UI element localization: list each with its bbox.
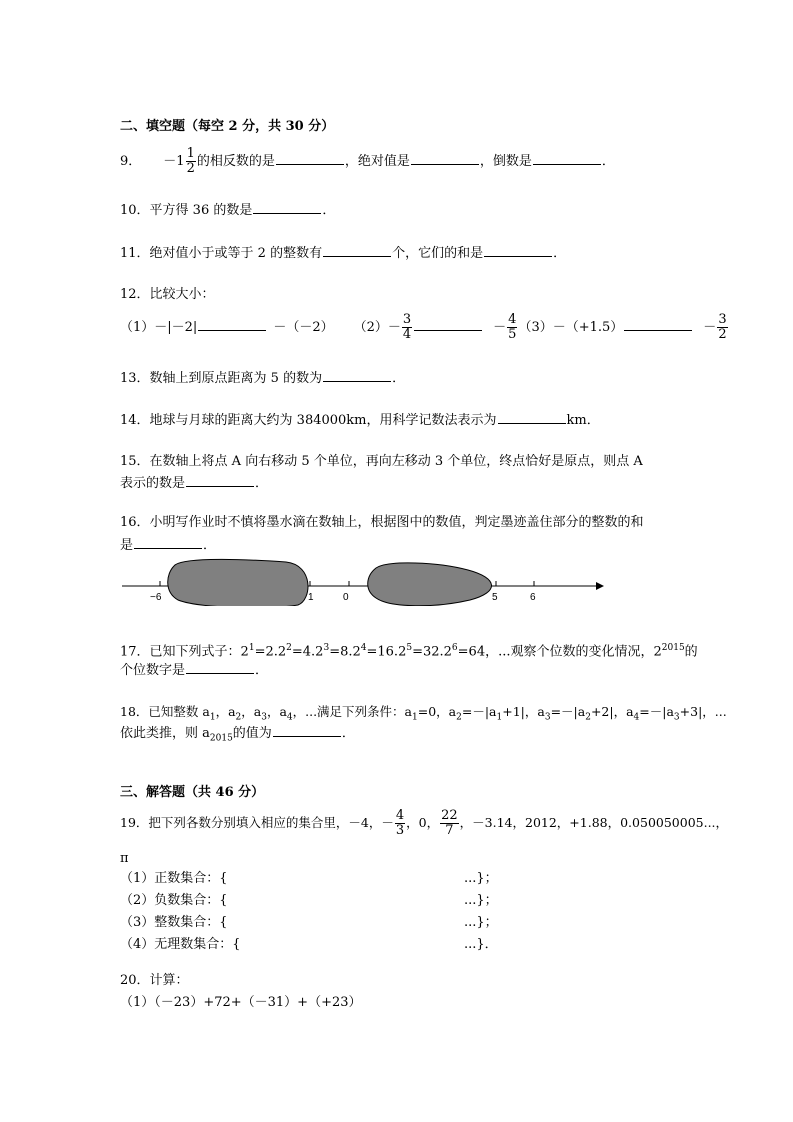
q12-part1-right: －（－2） bbox=[273, 320, 334, 335]
q9-text-1: 的相反数的是 bbox=[196, 154, 275, 169]
question-11 bbox=[120, 244, 566, 263]
set-label: （2）负数集合：{ bbox=[120, 893, 228, 908]
q17-end: ． bbox=[255, 663, 269, 678]
q17-text: 个位数字是 bbox=[120, 663, 186, 678]
set-label: （4）无理数集合：{ bbox=[120, 937, 241, 952]
question-12-parts bbox=[120, 313, 729, 342]
q12-fraction-3-2: $\frac{3}{2}$ bbox=[718, 312, 727, 342]
answer-blank[interactable] bbox=[134, 536, 202, 549]
question-16-line-2 bbox=[120, 536, 216, 555]
q13-end: ． bbox=[392, 371, 406, 386]
question-17-line-1: 17．已知下列式子：$2^1=2.2^2=4.2^3=8.2^4=16.2^5=32.2^6=64$，...观察个位数的变化情况，$2^{2015}$的 bbox=[120, 643, 698, 660]
axis-label: 5 bbox=[492, 592, 498, 603]
number-line-figure bbox=[118, 556, 608, 606]
q15-text: 表示的数是 bbox=[120, 476, 186, 491]
question-16-line-1: 16．小明写作业时不慎将墨水滴在数轴上，根据图中的数值，判定墨迹盖住部分的整数的和 bbox=[120, 515, 644, 530]
q16-text: 是 bbox=[120, 538, 134, 553]
q9-prefix: －1 bbox=[163, 154, 185, 169]
q12-part2-right: － bbox=[493, 320, 507, 335]
set-row bbox=[120, 914, 498, 932]
q10-end: ． bbox=[322, 203, 336, 218]
answer-blank[interactable] bbox=[498, 411, 566, 424]
q10-text: 10．平方得 36 的数是 bbox=[120, 203, 253, 218]
answer-blank[interactable] bbox=[323, 369, 391, 382]
question-18-line-2: 依此类推，则 $a_{2015}$的值为 ． bbox=[120, 726, 355, 744]
section-heading-fill-in: 二、填空题（每空 2 分，共 30 分） bbox=[120, 119, 335, 134]
question-15-line-1: 15．在数轴上将点 A 向右移动 5 个单位，再向左移动 3 个单位，终点恰好是原点，则点 A bbox=[120, 454, 643, 469]
q11-end: ． bbox=[553, 246, 567, 261]
answer-blank[interactable] bbox=[484, 244, 552, 257]
answer-blank[interactable] bbox=[533, 152, 601, 165]
set-label: （1）正数集合：{ bbox=[120, 871, 228, 886]
q14-text: 14．地球与月球的距离大约为 384000km，用科学记数法表示为 bbox=[120, 413, 497, 428]
q16-end: ． bbox=[203, 538, 217, 553]
q9-text-3: ，倒数是 bbox=[479, 154, 532, 169]
question-14 bbox=[120, 411, 600, 430]
q13-text: 13．数轴上到原点距离为 5 的数为 bbox=[120, 371, 323, 386]
set-tail: ...}． bbox=[464, 937, 498, 952]
axis-label: 6 bbox=[530, 592, 536, 603]
axis-label: 1 bbox=[308, 592, 314, 603]
q9-text-2: ，绝对值是 bbox=[344, 154, 410, 169]
ink-blot-left bbox=[168, 559, 308, 606]
q11-text-2: 个，它们的和是 bbox=[392, 246, 484, 261]
q12-part2-left: （2）－ bbox=[353, 320, 401, 335]
q19-fraction-22-7: $\frac{22}{7}$ bbox=[441, 808, 458, 838]
answer-blank[interactable] bbox=[276, 152, 344, 165]
q19-fraction-4-3: $\frac{4}{3}$ bbox=[395, 808, 405, 838]
answer-blank[interactable] bbox=[414, 318, 482, 331]
q12-fraction-3-4: $\frac{3}{4}$ bbox=[402, 312, 412, 342]
answer-blank[interactable] bbox=[253, 201, 321, 214]
answer-blank[interactable] bbox=[198, 318, 266, 331]
set-tail: ...}； bbox=[464, 893, 498, 908]
q12-fraction-4-5: $\frac{4}{5}$ bbox=[508, 312, 517, 342]
section-heading-solve: 三、解答题（共 46 分） bbox=[120, 785, 265, 800]
question-15-line-2 bbox=[120, 474, 268, 493]
answer-blank[interactable] bbox=[186, 661, 254, 674]
question-19-line-1: 19．把下列各数分别填入相应的集合里，－4，－ $\frac{4}{3}$ ，0， $\frac{22}{7}$ ，－3.14，2012，+1.88，0.050050005...， bbox=[120, 808, 729, 838]
question-10 bbox=[120, 201, 335, 220]
answer-blank[interactable] bbox=[411, 152, 479, 165]
question-18-line-1: 18．已知整数 $a_1$，$a_2$，$a_3$，$a_4$，...满足下列条件：$a_1=0$，$a_2=-|a_1+1|$，$a_3=-|a_2+2|$，$a_4=-|a_3+3|$，... bbox=[120, 704, 727, 723]
q11-text-1: 11．绝对值小于或等于 2 的整数有 bbox=[120, 246, 323, 261]
question-12-title: 12．比较大小： bbox=[120, 287, 215, 302]
question-13 bbox=[120, 369, 405, 388]
q9-fraction: $\frac{1}{2}$ bbox=[186, 146, 195, 176]
question-9 bbox=[120, 147, 615, 176]
answer-blank[interactable] bbox=[624, 318, 692, 331]
axis-label: −6 bbox=[150, 592, 162, 603]
question-17-line-2 bbox=[120, 661, 268, 680]
question-20-title: 20．计算： bbox=[120, 973, 189, 988]
q19-pi: π bbox=[120, 851, 129, 866]
q15-end: ． bbox=[255, 476, 269, 491]
q14-end: km． bbox=[566, 413, 600, 428]
answer-blank[interactable] bbox=[186, 474, 254, 487]
answer-blank[interactable] bbox=[323, 244, 391, 257]
set-row bbox=[120, 936, 498, 954]
set-row bbox=[120, 892, 498, 910]
set-label: （3）整数集合：{ bbox=[120, 915, 228, 930]
ink-blot-right bbox=[368, 563, 492, 606]
q12-part1-left: （1）－|－2| bbox=[120, 320, 198, 335]
q12-part3-left: （3）－（+1.5） bbox=[518, 320, 624, 335]
set-tail: ...}； bbox=[464, 915, 498, 930]
q9-end: ． bbox=[601, 154, 615, 169]
number-line-arrow bbox=[596, 582, 604, 590]
set-row bbox=[120, 870, 498, 888]
question-20-part-1: （1）（－23）+72+（－31）+（+23） bbox=[120, 995, 362, 1010]
answer-blank[interactable] bbox=[273, 724, 341, 737]
axis-label: 0 bbox=[343, 592, 349, 603]
q9-number: 9． bbox=[120, 154, 142, 169]
set-tail: ...}； bbox=[464, 871, 498, 886]
q12-part3-right: － bbox=[703, 320, 717, 335]
